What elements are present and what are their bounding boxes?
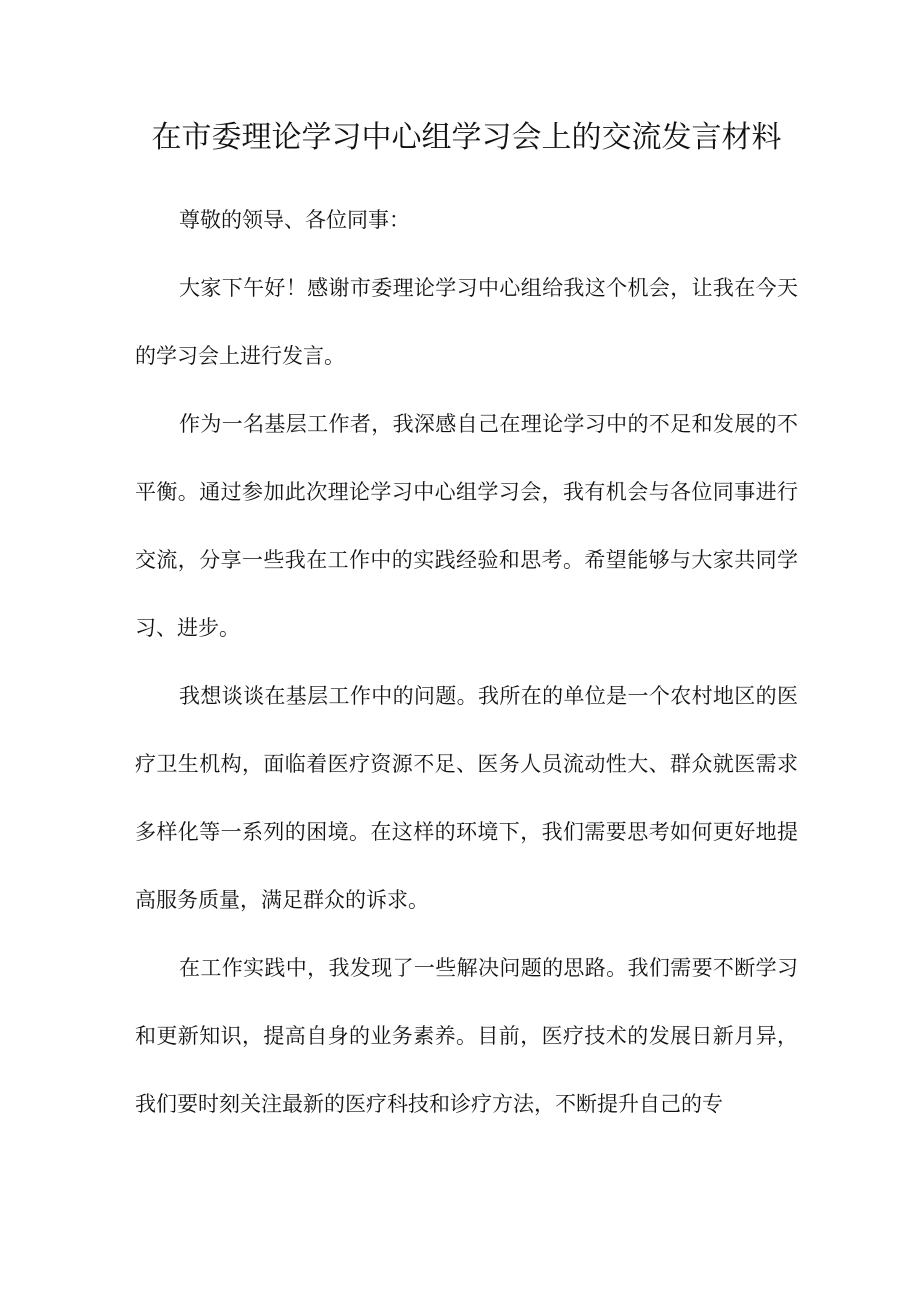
document-title: 在市委理论学习中心组学习会上的交流发言材料 (151, 120, 782, 155)
salutation: 尊敬的领导、各位同事： (179, 208, 410, 232)
paragraph-4: 在工作实践中，我发现了一些解决问题的思路。我们需要不断学习和更新知识，提高自身的业务素养。目前，医疗技术的发展日新月异，我们要时刻关注最新的医疗科技和诊疗方法，不断提升自己的专 (135, 956, 798, 1116)
paragraph-3: 我想谈谈在基层工作中的问题。我所在的单位是一个农村地区的医疗卫生机构，面临着医疗资源不足、医务人员流动性大、群众就医需求多样化等一系列的困境。在这样的环境下，我们需要思考如何更好地提高服务质量，满足群众的诉求。 (135, 684, 798, 912)
paragraph-2: 作为一名基层工作者，我深感自己在理论学习中的不足和发展的不平衡。通过参加此次理论学习中心组学习会，我有机会与各位同事进行交流，分享一些我在工作中的实践经验和思考。希望能够与大家共同学习、进步。 (135, 412, 798, 640)
paragraph-1: 大家下午好！感谢市委理论学习中心组给我这个机会，让我在今天的学习会上进行发言。 (135, 276, 798, 368)
